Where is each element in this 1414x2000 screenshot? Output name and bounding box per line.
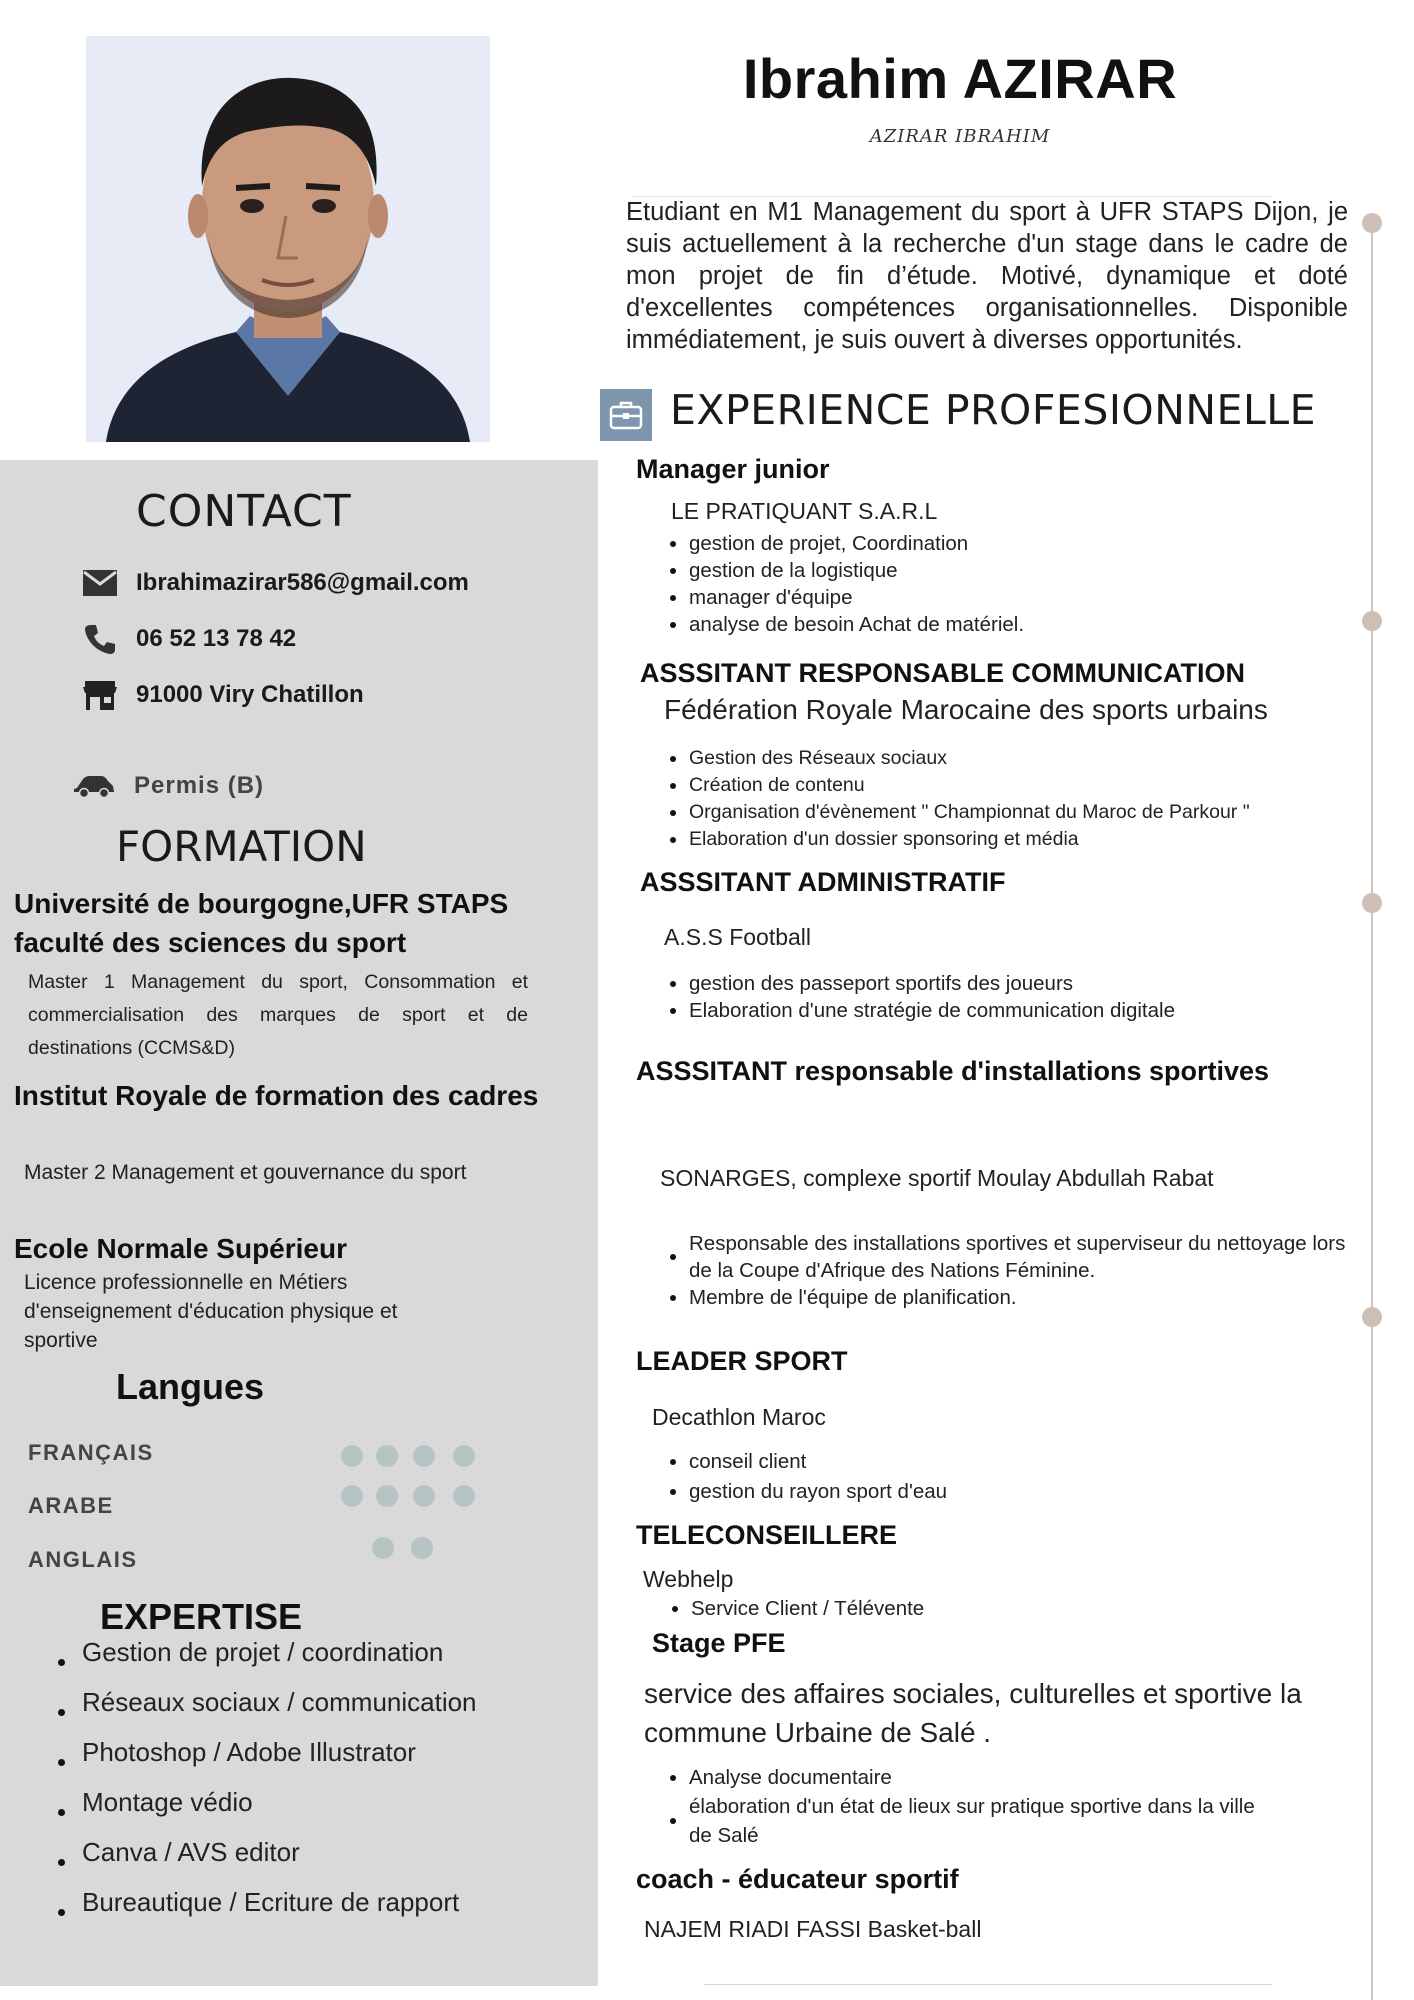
job-bullet: manager d'équipe [670, 584, 1330, 611]
job-title: TELECONSEILLERE [636, 1520, 898, 1550]
job-bullet: analyse de besoin Achat de matériel. [670, 611, 1330, 638]
expertise-item: Photoshop / Adobe Illustrator [54, 1733, 574, 1783]
expertise-item: Montage védio [54, 1783, 574, 1833]
job-bullets [670, 1230, 1350, 1311]
language-french: FRANÇAIS [28, 1440, 154, 1465]
job-bullet: Gestion des Réseaux sociaux [670, 745, 1350, 772]
job-title: Manager junior [636, 454, 830, 484]
briefcase-icon [600, 389, 652, 441]
formation-school: Université de bourgogne,UFR STAPS faculté des sciences du sport [14, 888, 509, 958]
formation-school: Ecole Normale Supérieur [14, 1233, 348, 1264]
job-bullet: Membre de l'équipe de planification. [670, 1284, 1350, 1311]
formation-heading: FORMATION [116, 822, 367, 871]
job-bullets [670, 745, 1350, 853]
job-bullet: Organisation d'évènement " Championnat du Maroc de Parkour " [670, 799, 1350, 826]
langues-heading: Langues [116, 1366, 265, 1407]
job-bullets [670, 1764, 1270, 1850]
level-dot [341, 1445, 363, 1467]
job-title: coach - éducateur sportif [636, 1864, 959, 1894]
mail-icon [78, 563, 122, 603]
job-bullet: Création de contenu [670, 772, 1350, 799]
timeline-line [1371, 220, 1373, 2000]
contact-email[interactable]: Ibrahimazirar586@gmail.com [136, 569, 469, 596]
job-bullet: Service Client / Télévente [672, 1596, 1332, 1622]
driving-licence-row [70, 766, 264, 806]
job-bullet: Responsable des installations sportives et superviseur du nettoyage lors de la Coupe d'Afrique des Nations Féminine. [670, 1230, 1350, 1284]
timeline-dot [1362, 1307, 1382, 1327]
job-company: NAJEM RIADI FASSI Basket-ball [644, 1916, 982, 1942]
experience-heading: EXPERIENCE PROFESIONNELLE [670, 386, 1317, 434]
candidate-name: Ibrahim AZIRAR [742, 47, 1178, 110]
job-company: SONARGES, complexe sportif Moulay Abdullah Rabat [660, 1165, 1214, 1191]
profile-photo [86, 36, 490, 442]
job-bullet: gestion du rayon sport d'eau [670, 1477, 1330, 1507]
car-icon [70, 766, 118, 806]
job-company: Webhelp [643, 1566, 734, 1592]
level-dot [341, 1485, 363, 1507]
level-dot [413, 1445, 435, 1467]
level-dot [372, 1537, 394, 1559]
job-company: A.S.S Football [664, 924, 812, 950]
contact-email-row [78, 563, 469, 603]
job-title: LEADER SPORT [636, 1346, 848, 1376]
level-dot [453, 1485, 475, 1507]
profile-summary: Etudiant en M1 Management du sport à UFR STAPS Dijon, je suis actuellement à la recherche d'un stage dans le cadre de mon projet de fin d’étude. Motivé, dynamique et doté d'excellentes compétences organisationnelles. Disponible immédiatement, je suis ouvert à diverses opportunités. [626, 198, 1348, 354]
phone-icon [78, 619, 122, 659]
job-bullet: gestion de la logistique [670, 557, 1330, 584]
job-bullet: conseil client [670, 1447, 1330, 1477]
language-english: ANGLAIS [28, 1547, 138, 1572]
level-dot [413, 1485, 435, 1507]
level-dot [453, 1445, 475, 1467]
footer-divider [704, 1984, 1272, 1985]
store-icon [78, 675, 122, 715]
job-bullet: gestion de projet, Coordination [670, 530, 1330, 557]
contact-heading: CONTACT [136, 486, 352, 537]
expertise-item: Gestion de projet / coordination [54, 1633, 574, 1683]
expertise-list [54, 1633, 574, 1933]
level-dot [411, 1537, 433, 1559]
driving-licence: Permis (B) [134, 772, 265, 799]
job-bullet: Elaboration d'un dossier sponsoring et média [670, 826, 1350, 853]
signature: AZIRAR IBRAHIM [869, 126, 1051, 147]
expertise-item: Bureautique / Ecriture de rapport [54, 1883, 574, 1933]
job-company: Decathlon Maroc [652, 1404, 826, 1430]
job-bullets [670, 1447, 1330, 1507]
contact-phone-row [78, 619, 296, 659]
job-title: ASSSITANT ADMINISTRATIF [640, 867, 1006, 897]
job-bullets [670, 970, 1350, 1024]
level-dot [376, 1485, 398, 1507]
language-arabic: ARABE [28, 1493, 114, 1518]
job-bullet: Analyse documentaire [670, 1764, 1270, 1792]
job-bullets [672, 1596, 1332, 1622]
timeline-dot [1362, 611, 1382, 631]
expertise-item: Canva / AVS editor [54, 1833, 574, 1883]
job-company: LE PRATIQUANT S.A.R.L [671, 498, 938, 524]
job-bullet: élaboration d'un état de lieux sur pratique sportive dans la ville de Salé [670, 1792, 1270, 1850]
job-company: service des affaires sociales, culturelles et sportive la commune Urbaine de Salé . [644, 1678, 1302, 1748]
formation-school: Institut Royale de formation des cadres [14, 1080, 539, 1111]
contact-phone[interactable]: 06 52 13 78 42 [136, 625, 297, 652]
timeline-dot [1362, 893, 1382, 913]
job-bullet: gestion des passeport sportifs des joueurs [670, 970, 1350, 997]
expertise-heading: EXPERTISE [100, 1596, 303, 1637]
formation-desc: Master 2 Management et gouvernance du sport [24, 1161, 467, 1184]
job-bullet: Elaboration d'une stratégie de communication digitale [670, 997, 1350, 1024]
job-title: ASSSITANT responsable d'installations sportives [636, 1056, 1270, 1086]
job-bullets [670, 530, 1330, 638]
expertise-item: Réseaux sociaux / communication [54, 1683, 574, 1733]
contact-address-row [78, 675, 364, 715]
contact-address: 91000 Viry Chatillon [136, 681, 364, 708]
formation-desc: Licence professionnelle en Métiers d'enseignement d'éducation physique et sportive [24, 1271, 398, 1352]
level-dot [376, 1445, 398, 1467]
job-title: Stage PFE [652, 1628, 786, 1658]
job-company: Fédération Royale Marocaine des sports urbains [664, 694, 1268, 725]
job-title: ASSSITANT RESPONSABLE COMMUNICATION [640, 658, 1246, 688]
formation-desc: Master 1 Management du sport, Consommation et commercialisation des marques de sport et de destinations (CCMS&D) [28, 971, 528, 1059]
timeline-dot [1362, 213, 1382, 233]
